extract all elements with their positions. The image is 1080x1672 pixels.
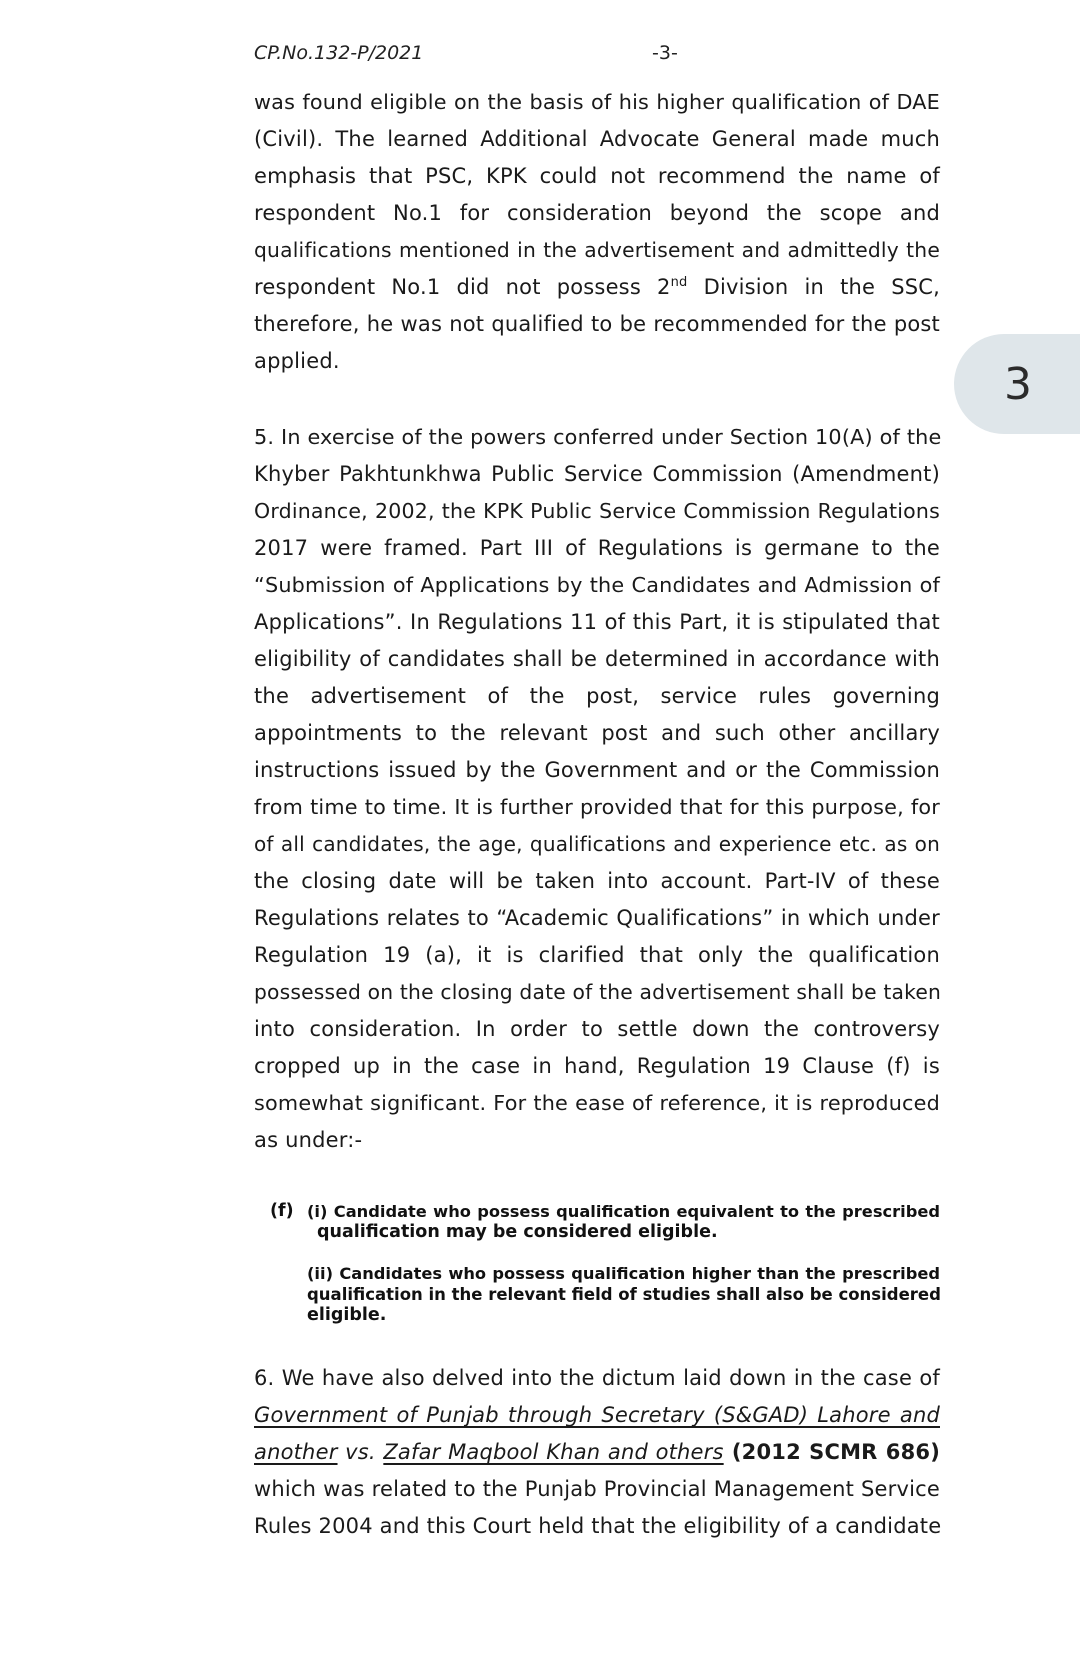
text-line: the closing date will be taken into account. Part-IV of these [254,869,940,893]
text-line: the advertisement of the post, service rules governing [254,684,940,708]
text-line: which was related to the Punjab Provincial Management Service [254,1477,940,1501]
versus-text: vs. [337,1440,384,1464]
text-line: of all candidates, the age, qualifications and experience etc. as on [254,832,940,856]
text-line: “Submission of Applications by the Candidates and Admission of [254,573,940,597]
text-line: 6. We have also delved into the dictum laid down in the case of [254,1366,940,1390]
paragraph-5 [254,419,940,1159]
text-line: eligibility of candidates shall be determined in accordance with [254,647,940,671]
clause-item-2 [307,1263,940,1326]
text-line: from time to time. It is further provided that for this purpose, for [254,795,940,819]
text-line: qualification may be considered eligible. [317,1222,718,1242]
text-line: applied. [254,349,340,373]
text-line: Khyber Pakhtunkhwa Public Service Commission (Amendment) [254,462,940,486]
paragraph-intro [254,84,940,380]
text-line: instructions issued by the Government and or the Commission [254,758,940,782]
text-line: Regulations relates to “Academic Qualifications” in which under [254,906,940,930]
text-line: into consideration. In order to settle down the controversy [254,1017,940,1041]
text-line [254,1434,940,1471]
text-line: appointments to the relevant post and such other ancillary [254,721,940,745]
text-line: as under:- [254,1128,363,1152]
text-line: 2017 were framed. Part III of Regulations is germane to the [254,536,940,560]
text-line: Rules 2004 and this Court held that the eligibility of a candidate [254,1514,942,1538]
text-line: 5. In exercise of the powers conferred under Section 10(A) of the [254,425,942,449]
text-line: emphasis that PSC, KPK could not recommend the name of [254,164,940,188]
case-name: another [254,1440,338,1464]
text-segment: Division in the SSC, [687,275,941,299]
text-line: (Civil). The learned Additional Advocate General made much [254,127,940,151]
text-line: (ii) Candidates who possess qualification higher than the prescribed [307,1264,940,1283]
case-citation: (2012 SCMR 686) [723,1440,940,1464]
text-line [254,1397,940,1434]
page-number: -3- [652,42,678,64]
case-name: Zafar Maqbool Khan and others [383,1440,724,1464]
text-line: Applications”. In Regulations 11 of this Part, it is stipulated that [254,610,940,634]
clause-label: (f) [270,1201,294,1221]
text-line: somewhat significant. For the ease of reference, it is reproduced [254,1091,940,1115]
text-segment: respondent No.1 did not possess 2 [254,275,671,299]
text-line: possessed on the closing date of the advertisement shall be taken [254,980,942,1004]
text-line: qualifications mentioned in the advertisement and admittedly the [254,238,940,262]
page-indicator-number: 3 [1004,358,1032,410]
text-line: Ordinance, 2002, the KPK Public Service Commission Regulations [254,499,940,523]
paragraph-6 [254,1360,940,1545]
text-line: cropped up in the case in hand, Regulation 19 Clause (f) is [254,1054,940,1078]
text-line: was found eligible on the basis of his higher qualification of DAE [254,90,940,114]
clause-item-1 [307,1201,940,1243]
text-line [254,269,940,306]
page-indicator-badge[interactable] [954,334,1080,434]
text-line: therefore, he was not qualified to be recommended for the post [254,312,940,336]
text-line: respondent No.1 for consideration beyond the scope and [254,201,940,225]
text-line: Regulation 19 (a), it is clarified that only the qualification [254,943,940,967]
text-line: eligible. [307,1305,387,1325]
case-name: Government of Punjab through Secretary (S&GAD) Lahore and [254,1403,940,1427]
case-number: CP.No.132-P/2021 [254,42,424,64]
text-line: qualification in the relevant field of studies shall also be considered [307,1285,941,1304]
text-line: (i) Candidate who possess qualification equivalent to the prescribed [307,1202,940,1221]
ordinal-suffix: nd [670,275,688,290]
